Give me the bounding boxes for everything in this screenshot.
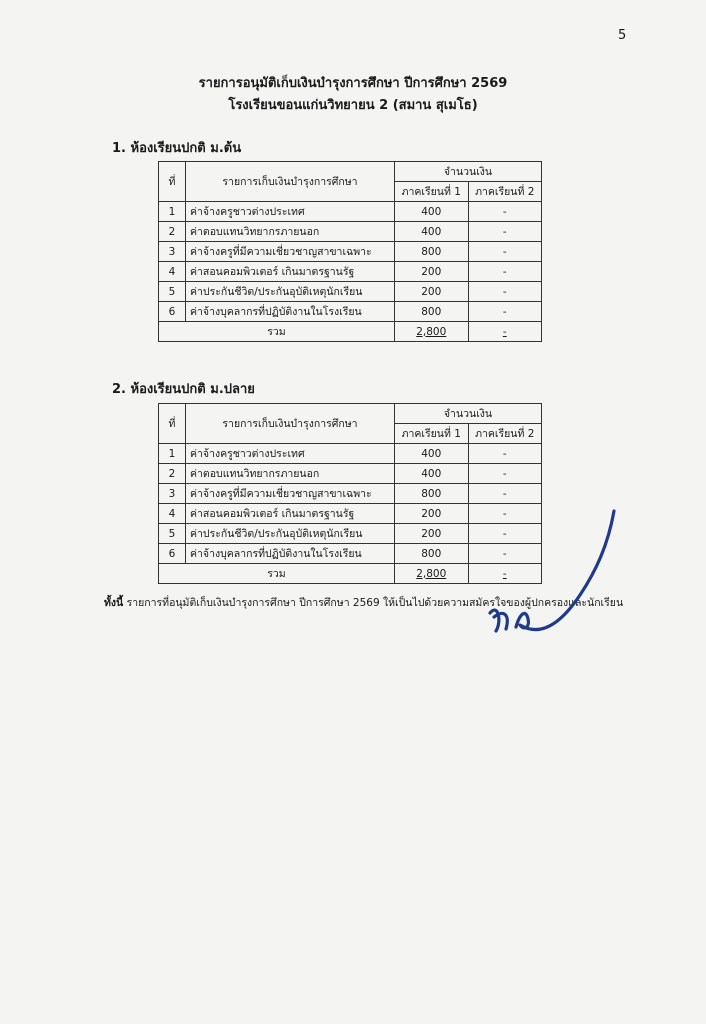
footnote-lead: ทั้งนี้ — [104, 597, 124, 609]
row-item: ค่าจ้างครูชาวต่างประเทศ — [186, 444, 395, 464]
row-item: ค่าจ้างบุคลากรที่ปฏิบัติงานในโรงเรียน — [186, 544, 395, 564]
row-sem1: 400 — [395, 222, 469, 242]
header-semester-2: ภาคเรียนที่ 2 — [468, 424, 542, 444]
row-no: 5 — [159, 282, 186, 302]
row-no: 5 — [159, 524, 186, 544]
table-row — [159, 484, 542, 504]
row-sem1: 200 — [395, 262, 469, 282]
row-sem2: - — [468, 524, 542, 544]
header-semester-1: ภาคเรียนที่ 1 — [395, 182, 469, 202]
row-item: ค่าจ้างครูชาวต่างประเทศ — [186, 202, 395, 222]
header-semester-1: ภาคเรียนที่ 1 — [395, 424, 469, 444]
row-sem2: - — [468, 544, 542, 564]
section-heading: 2. ห้องเรียนปกติ ม.ปลาย — [112, 382, 255, 397]
row-sem1: 400 — [395, 444, 469, 464]
header-semester-2: ภาคเรียนที่ 2 — [468, 182, 542, 202]
row-sem1: 200 — [395, 282, 469, 302]
table-row — [159, 222, 542, 242]
row-no: 3 — [159, 484, 186, 504]
table-row — [159, 464, 542, 484]
footnote-text: รายการที่อนุมัติเก็บเงินบำรุงการศึกษา ปีการศึกษา 2569 ให้เป็นไปด้วยความสมัครใจของผู้ปกครองและนักเรียน — [123, 597, 624, 609]
header-no: ที่ — [159, 404, 186, 444]
row-sem1: 800 — [395, 242, 469, 262]
row-sem1: 800 — [395, 302, 469, 322]
fee-table — [158, 161, 542, 342]
row-sem2: - — [468, 464, 542, 484]
row-no: 4 — [159, 262, 186, 282]
row-no: 3 — [159, 242, 186, 262]
table-row — [159, 262, 542, 282]
row-no: 6 — [159, 544, 186, 564]
total-sem1: 2,800 — [395, 564, 469, 584]
table-row — [159, 202, 542, 222]
row-sem1: 200 — [395, 524, 469, 544]
header-no: ที่ — [159, 162, 186, 202]
total-sem2: - — [468, 322, 542, 342]
table-row — [159, 444, 542, 464]
document-subtitle: โรงเรียนขอนแก่นวิทยายน 2 (สมาน สุเมโธ) — [228, 98, 478, 113]
row-sem2: - — [468, 504, 542, 524]
row-item: ค่าสอนคอมพิวเตอร์ เกินมาตรฐานรัฐ — [186, 504, 395, 524]
section-heading: 1. ห้องเรียนปกติ ม.ต้น — [112, 141, 242, 156]
row-item: ค่าสอนคอมพิวเตอร์ เกินมาตรฐานรัฐ — [186, 262, 395, 282]
signature-stroke — [490, 511, 614, 631]
total-row — [159, 322, 542, 342]
row-no: 4 — [159, 504, 186, 524]
row-sem1: 400 — [395, 464, 469, 484]
total-sem1: 2,800 — [395, 322, 469, 342]
handwritten-signature — [480, 505, 620, 645]
row-sem1: 800 — [395, 544, 469, 564]
header-item: รายการเก็บเงินบำรุงการศึกษา — [186, 162, 395, 202]
row-sem1: 400 — [395, 202, 469, 222]
row-sem2: - — [468, 484, 542, 504]
row-item: ค่าประกันชีวิต/ประกันอุบัติเหตุนักเรียน — [186, 282, 395, 302]
row-sem2: - — [468, 444, 542, 464]
row-sem2: - — [468, 242, 542, 262]
total-sem2: - — [468, 564, 542, 584]
row-item: ค่าจ้างครูที่มีความเชี่ยวชาญสาขาเฉพาะ — [186, 484, 395, 504]
row-item: ค่าประกันชีวิต/ประกันอุบัติเหตุนักเรียน — [186, 524, 395, 544]
row-no: 2 — [159, 222, 186, 242]
table-row — [159, 242, 542, 262]
row-sem2: - — [468, 262, 542, 282]
header-amount: จำนวนเงิน — [395, 404, 542, 424]
row-sem2: - — [468, 282, 542, 302]
row-item: ค่าตอบแทนวิทยากรภายนอก — [186, 464, 395, 484]
row-sem1: 200 — [395, 504, 469, 524]
row-no: 6 — [159, 302, 186, 322]
row-sem2: - — [468, 222, 542, 242]
table-row — [159, 302, 542, 322]
row-sem1: 800 — [395, 484, 469, 504]
header-item: รายการเก็บเงินบำรุงการศึกษา — [186, 404, 395, 444]
table-row — [159, 282, 542, 302]
row-item: ค่าจ้างครูที่มีความเชี่ยวชาญสาขาเฉพาะ — [186, 242, 395, 262]
row-no: 1 — [159, 202, 186, 222]
total-label: รวม — [159, 564, 395, 584]
row-sem2: - — [468, 202, 542, 222]
row-no: 2 — [159, 464, 186, 484]
total-label: รวม — [159, 322, 395, 342]
document-title: รายการอนุมัติเก็บเงินบำรุงการศึกษา ปีการศึกษา 2569 — [198, 76, 508, 91]
row-sem2: - — [468, 302, 542, 322]
row-no: 1 — [159, 444, 186, 464]
row-item: ค่าจ้างบุคลากรที่ปฏิบัติงานในโรงเรียน — [186, 302, 395, 322]
page-number: 5 — [618, 28, 627, 43]
header-amount: จำนวนเงิน — [395, 162, 542, 182]
row-item: ค่าตอบแทนวิทยากรภายนอก — [186, 222, 395, 242]
